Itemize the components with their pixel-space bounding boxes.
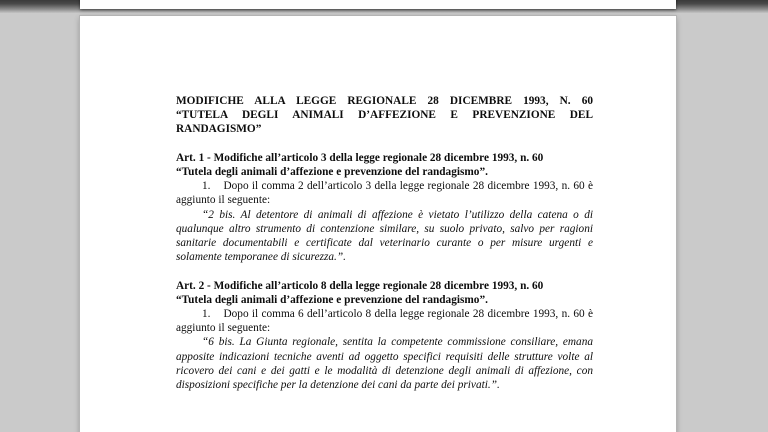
article-2-heading-line-2: “Tutela degli animali d’affezione e prevenzione del randagismo”. [176, 293, 488, 306]
article-1-comma [176, 179, 593, 207]
article-1-heading-line-2: “Tutela degli animali d’affezione e prevenzione del randagismo”. [176, 166, 488, 178]
article-1-heading-line-1: Art. 1 - Modifiche all’articolo 3 della legge regionale 28 dicembre 1993, n. 60 [176, 151, 544, 164]
article-2-comma-number: 1. [202, 308, 211, 321]
document-text-column [176, 94, 593, 392]
article-1-comma-text: Dopo il comma 2 dell’articolo 3 della legge regionale 28 dicembre 1993, n. 60 è aggiunto il seguente: [176, 180, 593, 207]
article-2-quoted-provision: “6 bis. La Giunta regionale, sentita la competente commissione consiliare, emana apposite indicazioni tecniche aventi ad oggetto specifici requisiti delle strutture volte al ricovero dei cani e dei gatti e le modalità di detenzione degli animali di affezione, con disposizioni specifiche per la detenzione dei cani da parte dei privati.”. [176, 336, 593, 392]
article-1-quoted-provision: “2 bis. Al detentore di animali di affezione è vietato l’utilizzo della catena o di qualunque altro strumento di contenzione similare, su suolo privato, salvo per ragioni sanitarie documentabili e certificate dal veterinario curante o per misure urgenti e solamente temporanee di sicurezza.”. [176, 208, 593, 264]
article-2-comma-text: Dopo il comma 6 dell’articolo 8 della legge regionale 28 dicembre 1993, n. 60 è aggiunto il seguente: [176, 308, 593, 335]
article-2-comma [176, 307, 593, 335]
spacer [176, 264, 593, 278]
article-2-heading-line-1: Art. 2 - Modifiche all’articolo 8 della legge regionale 28 dicembre 1993, n. 60 [176, 279, 544, 292]
document-page [80, 16, 676, 432]
article-1-comma-number: 1. [202, 180, 211, 193]
previous-page-sliver [80, 0, 676, 9]
spacer [176, 137, 593, 151]
document-title: MODIFICHE ALLA LEGGE REGIONALE 28 DICEMBRE 1993, N. 60 “TUTELA DEGLI ANIMALI D’AFFEZIONE E PREVENZIONE DEL RANDAGISMO” [176, 95, 593, 136]
